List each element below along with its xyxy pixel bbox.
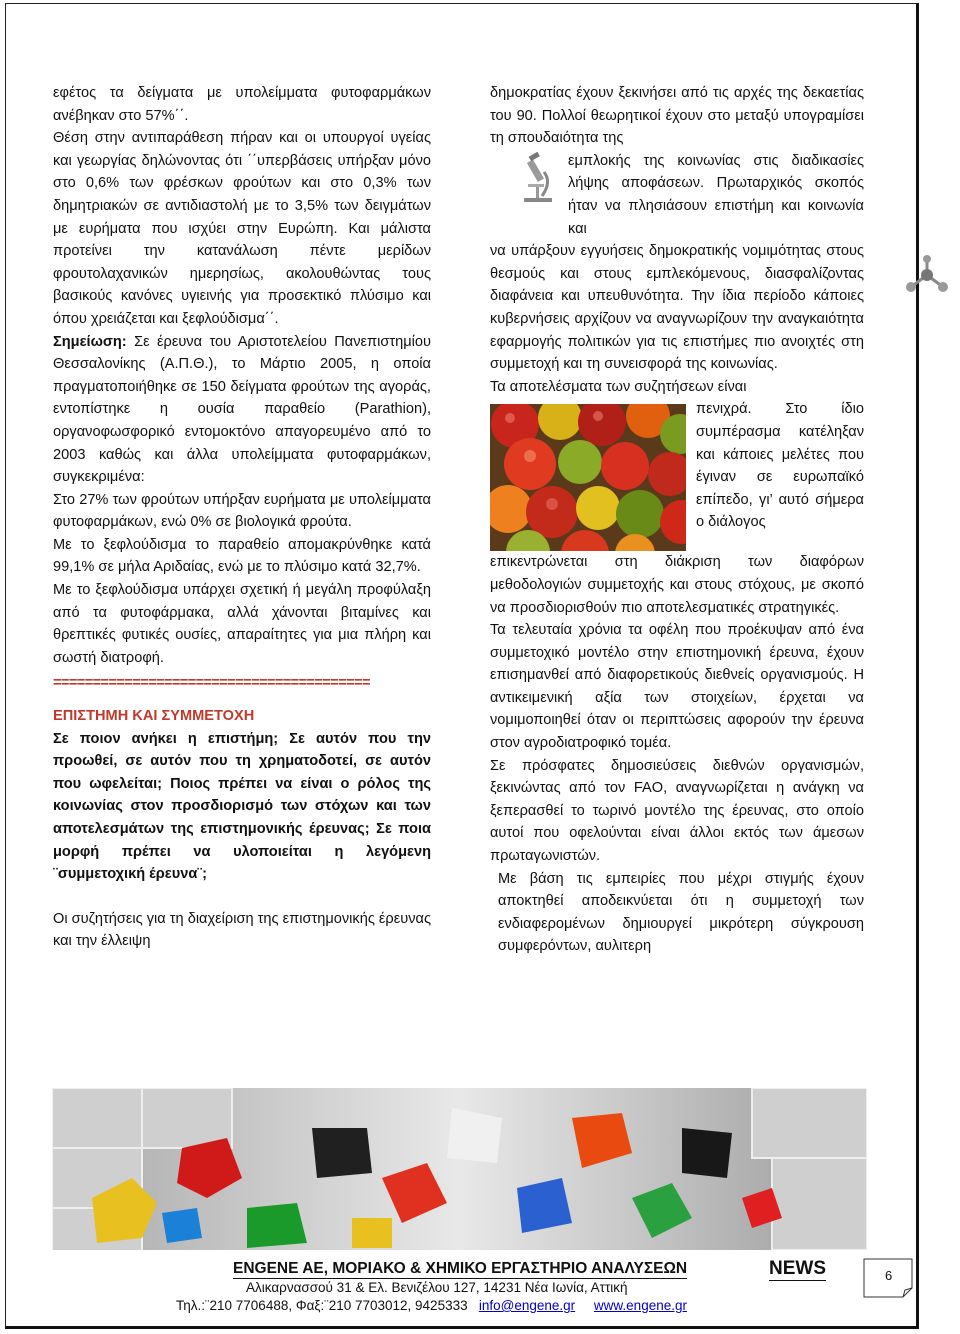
paragraph: εμπλοκής της κοινωνίας στις διαδικασίες λήψης αποφάσεων. Πρωταρχικός σκοπός ήταν να πλησιάσουν επιστήμη και κοινωνία και — [568, 152, 864, 237]
paragraph: Με βάση τις εμπειρίες που μέχρι στιγμής έχουν αποκτηθεί αποδεικνύεται ότι η συμμετοχή των ενδιαφερομένων δημιουργεί μικρότερη σύγκρουση συμφερόντων, αυλιτερη — [498, 870, 864, 955]
paragraph: Θέση στην αντιπαράθεση πήραν και οι υπουργοί υγείας και γεωργίας δηλώνοντας ότι ΄΄υπερβάσεις υπήρξαν μόνο στο 0,6% των φρέσκων φρούτων και στο 0,3% των δημητριακών σε αντιδιαστολή με το 3,5% των δειγμάτων με ευρήματα που ισχύει στην Ευρώπη. Και μάλιστα προτείνει την κατανάλωση πέντε μερίδων φρουτολαχανικών ημερησίως, ακολουθώντας τους βασικούς κανόνες υγιεινής για προσεκτικό πλύσιμο και όπου χρειάζεται και ξεφλούδισμα΄΄. — [53, 130, 431, 327]
website-link[interactable]: www.engene.gr — [593, 1298, 687, 1313]
paragraph: Τα τελευταία χρόνια τα οφέλη που προέκυψαν από ένα συμμετοχικό μοντέλο στην επιστημονική έρευνα, έχουν επισημανθεί από διαφορετικούς διεθνείς οργανισμούς. Η αντικειμενική αξία των στοιχείων, έρχεται να νομιμοποιηθεί όταν οι περιπτώσεις αφορούν την έρευνα στον αγροδιατροφικό τομέα. — [490, 622, 864, 752]
puzzle-image — [52, 1088, 867, 1250]
news-label: NEWS — [769, 1258, 826, 1279]
separator-line: ======================================== — [53, 675, 370, 692]
paragraph: Με το ξεφλούδισμα υπάρχει σχετική ή μεγάλη προφύλαξη από τα φυτοφάρμακα, αλλά χάνονται βιταμίνες και θρεπτικές φυτικές ουσίες, απαραίτητες για μια πλήρη και σωστή διατροφή. — [53, 582, 431, 666]
phones: Τηλ.:¨210 7706488, Φαξ:¨210 7703012, 9425333 — [176, 1298, 468, 1313]
microscope-icon — [520, 152, 556, 204]
address: Αλικαρνασσού 31 & Ελ. Βενιζέλου 127, 14231 Νέα Ιωνία, Αττική — [246, 1280, 628, 1295]
contact-line — [176, 1298, 687, 1313]
paragraph: Σε πρόσφατες δημοσιεύσεις διεθνών οργανισμών, ξεκινώντας από τον FAO, αναγνωρίζεται η ανάγκη να ξεπερασθεί το τωρινό μοντέλο της έρευνας, στο οποίο αυτοί που οφελούνται είναι άλλοι εκτός των άμεσων πρωταγωνιστών. — [490, 757, 864, 865]
paragraph: επικεντρώνεται στη διάκριση των διαφόρων μεθοδολογιών συμμετοχής και στους στόχους, με σκοπό να προσδιορισθούν πιο αποτελεσματικές στρατηγικές. — [490, 554, 864, 616]
note-text: Σε έρευνα του Αριστοτελείου Πανεπιστημίου Θεσσαλονίκης (Α.Π.Θ.), το Μάρτιο 2005, η οποία πραγματοποιήθηκε σε 150 δείγματα φρούτων της αγοράς, εντοπίστηκε η ουσία παραθείο (Parathion), οργανοφωσφορικό εντομοκτόνο απαγορευμένο από το 2003 καθώς και άλλα υπολείμματα φυτοφαρμάκων, συγκεκριμένα: — [53, 333, 431, 486]
molecule-icon — [905, 255, 949, 295]
note-label: Σημείωση: — [53, 333, 127, 350]
paragraph: εφέτος τα δείγματα με υπολείμματα φυτοφαρμάκων ανέβηκαν στο 57%΄΄. — [53, 85, 431, 124]
email-link[interactable]: info@engene.gr — [478, 1298, 576, 1313]
paragraph: δημοκρατίας έχουν ξεκινήσει από τις αρχές της δεκαετίας του 90. Πολλοί θεωρητικοί έχουν στο μεταξύ υπογραμίσει τη σπουδαιότητα της — [490, 85, 864, 147]
right-column — [490, 82, 864, 958]
paragraph: Με το ξεφλούδισμα το παραθείο απομακρύνθηκε κατά 99,1% σε μήλα Αριδαίας, ενώ με το πλύσιμο κατά 32,7%. — [53, 536, 431, 576]
left-column — [53, 82, 431, 953]
section-lead: Σε ποιον ανήκει η επιστήμη; Σε αυτόν που την προωθεί, σε αυτόν που τη χρηματοδοτεί, σε αυτόν που ωφελείται; Ποιος πρέπει να είναι ο ρόλος της κοινωνίας στον προσδιορισμό των στόχων και των αποτελεσμάτων της επιστημονικής έρευνας; Σε ποια μορφή πρέπει να υλοποιείται η λεγόμενη ¨συμμετοχική έρευνα¨; — [53, 730, 431, 883]
company-name: ENGENE AE, ΜΟΡΙΑΚΟ & ΧΗΜΙΚΟ ΕΡΓΑΣΤΗΡΙΟ ΑΝΑΛΥΣΕΩΝ — [233, 1260, 688, 1277]
paragraph: Στο 27% των φρούτων υπήρξαν ευρήματα με υπολείμματα φυτοφαρμάκων, ενώ 0% σε βιολογικά φρούτα. — [53, 491, 431, 531]
page-number-box — [863, 1258, 913, 1298]
paragraph: να υπάρξουν εγγυήσεις δημοκρατικής νομιμότητας στους θεσμούς και στους εμπλεκόμενους, διασφαλίζοντας διαφάνεια και υπευθυνότητα. Την ίδια περίοδο κάποιες κυβερνήσεις αρχίζουν να αναγνωρίζουν την αναγκαιότητα εφαρμογής πολιτικών για τις επιστήμες πιο ανοιχτές στη συμμετοχή και τη συνεισφορά της κοινωνίας. — [490, 243, 864, 373]
paragraph: Τα αποτελέσματα των συζητήσεων είναι — [490, 378, 747, 395]
section-title: ΕΠΙΣΤΗΜΗ ΚΑΙ ΣΥΜΜΕΤΟΧΗ — [53, 708, 255, 725]
page-number: 6 — [885, 1268, 893, 1283]
paragraph: Οι συζητήσεις για τη διαχείριση της επιστημονικής έρευνας και την έλλειψη — [53, 910, 431, 950]
paragraph: πενιχρά. Στο ίδιο συμπέρασμα κατέληξαν και κάποιες μελέτες που έγιναν σε ευρωπαϊκό επίπεδο, γι’ αυτό σήμερα ο διάλογος — [696, 401, 864, 531]
note-paragraph — [53, 331, 431, 489]
tomatoes-image — [490, 404, 686, 551]
